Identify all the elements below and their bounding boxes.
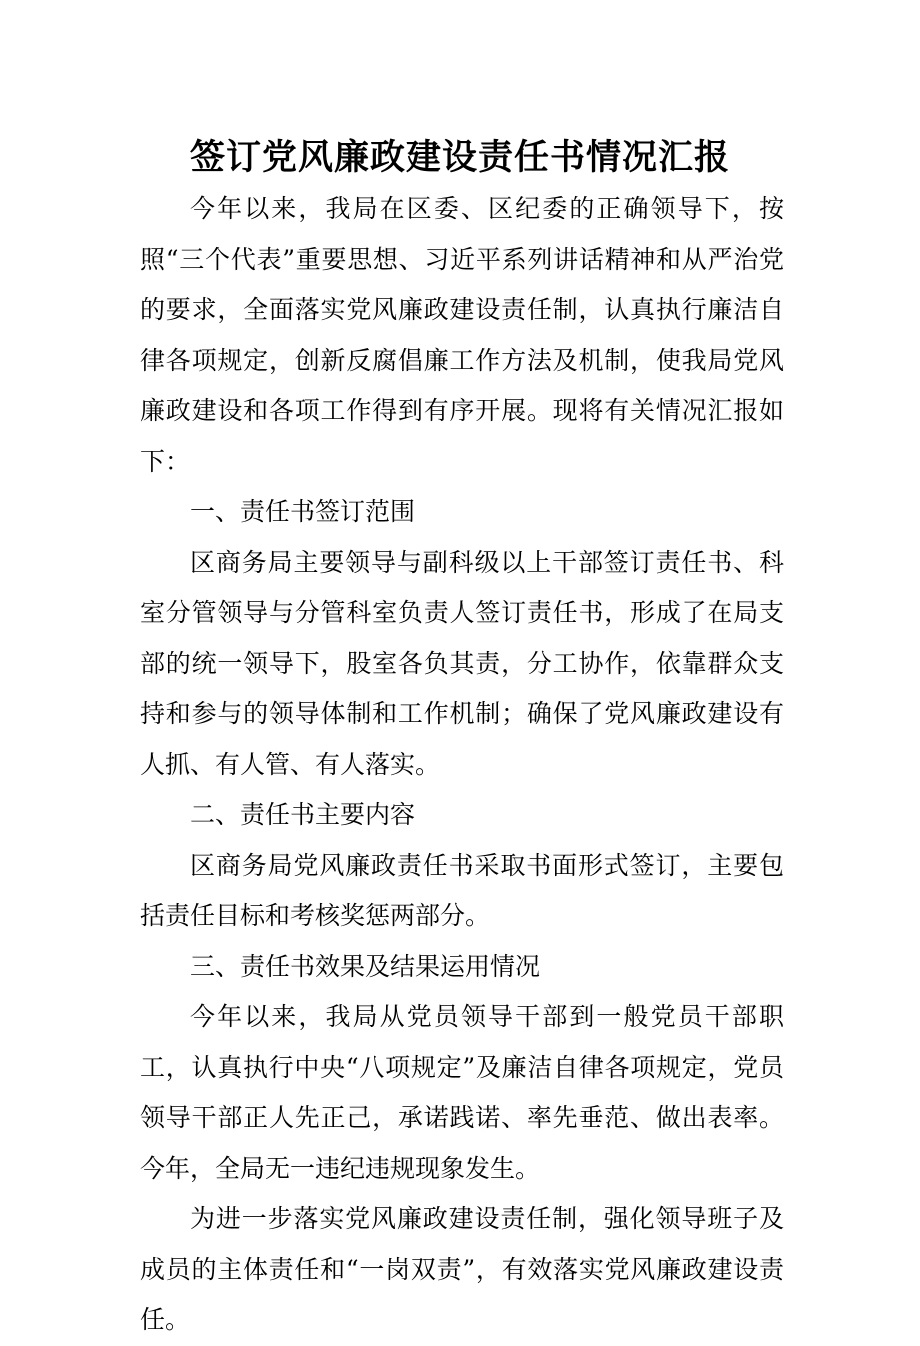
document-title: 签订党风廉政建设责任书情况汇报 bbox=[189, 138, 730, 178]
paragraph-scope: 区商务局主要领导与副科级以上干部签订责任书、科室分管领导与分管科室负责人签订责任书，形成了在局支部的统一领导下，股室各负其责，分工协作，依靠群众支持和参与的领导体制和工作机制；确保了党风廉政建设有人抓、有人管、有人落实。 bbox=[140, 547, 784, 779]
section-heading-3: 三、责任书效果及结果运用情况 bbox=[190, 951, 541, 981]
section-heading-1: 一、责任书签订范围 bbox=[190, 497, 416, 526]
paragraph-further: 为进一步落实党风廉政建设责任制，强化领导班子及成员的主体责任和“一岗双责”，有效落实党风廉政建设责任。 bbox=[140, 1204, 784, 1334]
paragraph-content: 区商务局党风廉政责任书采取书面形式签订，主要包括责任目标和考核奖惩两部分。 bbox=[140, 850, 784, 930]
section-heading-2: 二、责任书主要内容 bbox=[190, 800, 416, 829]
paragraph-results: 今年以来，我局从党员领导干部到一般党员干部职工，认真执行中央“八项规定”及廉洁自律各项规定，党员领导干部正人先正己，承诺践诺、率先垂范、做出表率。今年，全局无一违纪违规现象发生。 bbox=[140, 1002, 784, 1183]
document-body bbox=[140, 184, 784, 1346]
paragraph-intro: 今年以来，我局在区委、区纪委的正确领导下，按照“三个代表”重要思想、习近平系列讲话精神和从严治党的要求，全面落实党风廉政建设责任制，认真执行廉洁自律各项规定，创新反腐倡廉工作方法及机制，使我局党风廉政建设和各项工作得到有序开展。现将有关情况汇报如下： bbox=[140, 194, 784, 476]
